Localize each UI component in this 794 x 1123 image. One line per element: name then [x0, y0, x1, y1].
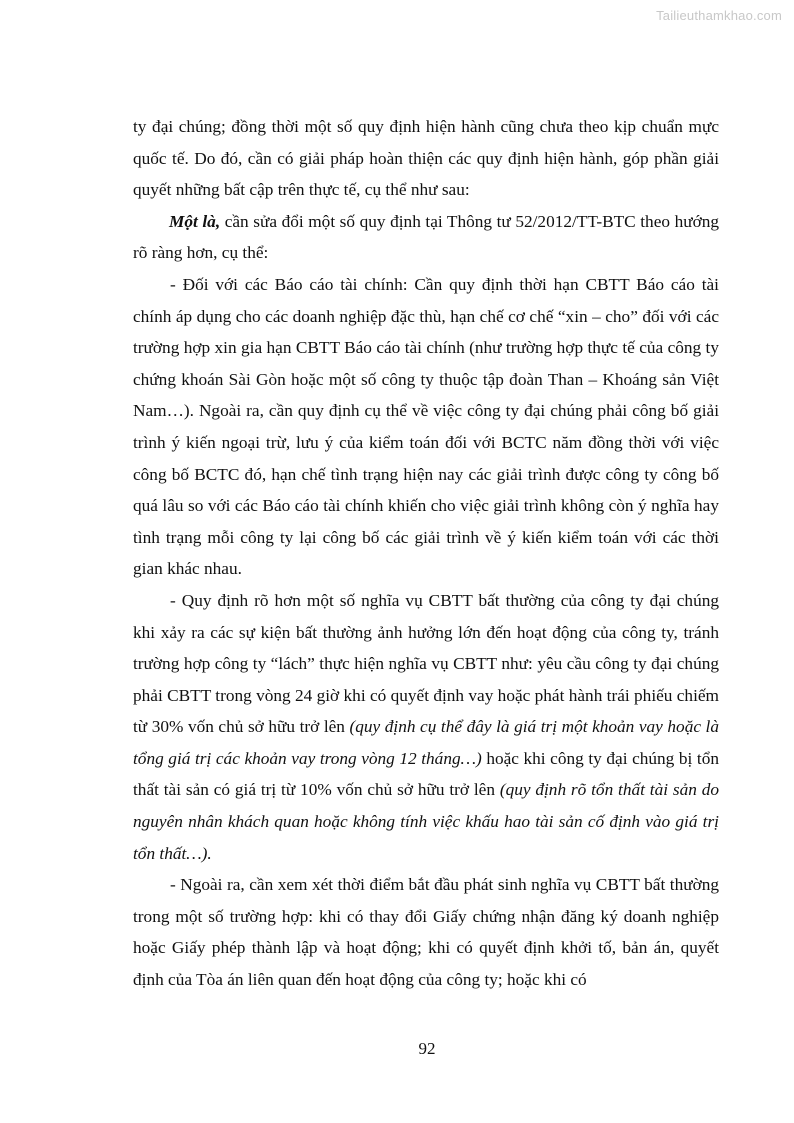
paragraph-lead-mot-la: Một là, — [169, 211, 221, 231]
paragraph-ngoai-ra: - Ngoài ra, cần xem xét thời điểm bắt đầu phát sinh nghĩa vụ CBTT bất thường trong một số trường hợp: khi có thay đổi Giấy chứng nhận đăng ký doanh nghiệp hoặc Giấy phép thành lập và hoạt động; khi có quyết định khởi tố, bản án, quyết định của Tòa án liên quan đến hoạt động của công ty; hoặc khi có — [133, 875, 719, 990]
paragraph-cbtt-bat-thuong — [133, 585, 719, 869]
paragraph-mot-la-text: cần sửa đổi một số quy định tại Thông tư 52/2012/TT-BTC theo hướng rõ ràng hơn, cụ thể: — [133, 211, 719, 263]
paragraph-cbtt-italic-2: (quy định rõ tổn thất tài sản do nguyên nhân khách quan hoặc không tính việc khấu hao tài sản cố định vào giá trị tổn thất…). — [133, 780, 719, 863]
paragraph-continuation: ty đại chúng; đồng thời một số quy định hiện hành cũng chưa theo kịp chuẩn mực quốc tế. Do đó, cần có giải pháp hoàn thiện các quy định hiện hành, góp phần giải quyết những bất cập trên thực tế, cụ thể như sau: — [133, 117, 719, 200]
paragraph-cbtt-part-1: - Quy định rõ hơn một số nghĩa vụ CBTT bất thường của công ty đại chúng khi xảy ra các sự kiện bất thường ảnh hưởng lớn đến hoạt động của công ty, tránh trường hợp công ty “lách” thực hiện nghĩa vụ CBTT như: yêu cầu công ty đại chúng phải CBTT trong vòng 24 giờ khi có quyết định vay hoặc phát hành trái phiếu chiếm từ 30% vốn chủ sở hữu trở lên — [133, 590, 719, 737]
watermark-text: Tailieuthamkhao.com — [656, 8, 782, 23]
paragraph-cbtt-part-2: hoặc khi công ty đại chúng bị tổn thất tài sản có giá trị từ 10% vốn chủ sở hữu trở lên — [133, 748, 719, 800]
paragraph-bao-cao-tai-chinh: - Đối với các Báo cáo tài chính: Cần quy định thời hạn CBTT Báo cáo tài chính áp dụng cho các doanh nghiệp đặc thù, hạn chế cơ chế “xin – cho” đối với các trường hợp xin gia hạn CBTT Báo cáo tài chính (như trường hợp thực tế của công ty chứng khoán Sài Gòn hoặc một số công ty thuộc tập đoàn Than – Khoáng sản Việt Nam…). Ngoài ra, cần quy định cụ thể về việc công ty đại chúng phải công bố giải trình ý kiến ngoại trừ, lưu ý của kiểm toán đối với BCTC năm đồng thời với việc công bố BCTC đó, hạn chế tình trạng hiện nay các giải trình được công ty công bố quá lâu so với các Báo cáo tài chính khiến cho việc giải trình không còn ý nghĩa hay tình trạng mỗi công ty lại công bố các giải trình về ý kiến kiểm toán với các thời gian khác nhau. — [133, 274, 719, 579]
document-body — [133, 111, 719, 996]
paragraph-mot-la — [133, 206, 719, 269]
paragraph-cbtt-italic-1: (quy định cụ thể đây là giá trị một khoản vay hoặc là tổng giá trị các khoản vay trong vòng 12 tháng…) — [133, 717, 720, 768]
page-number: 92 — [418, 1039, 436, 1058]
